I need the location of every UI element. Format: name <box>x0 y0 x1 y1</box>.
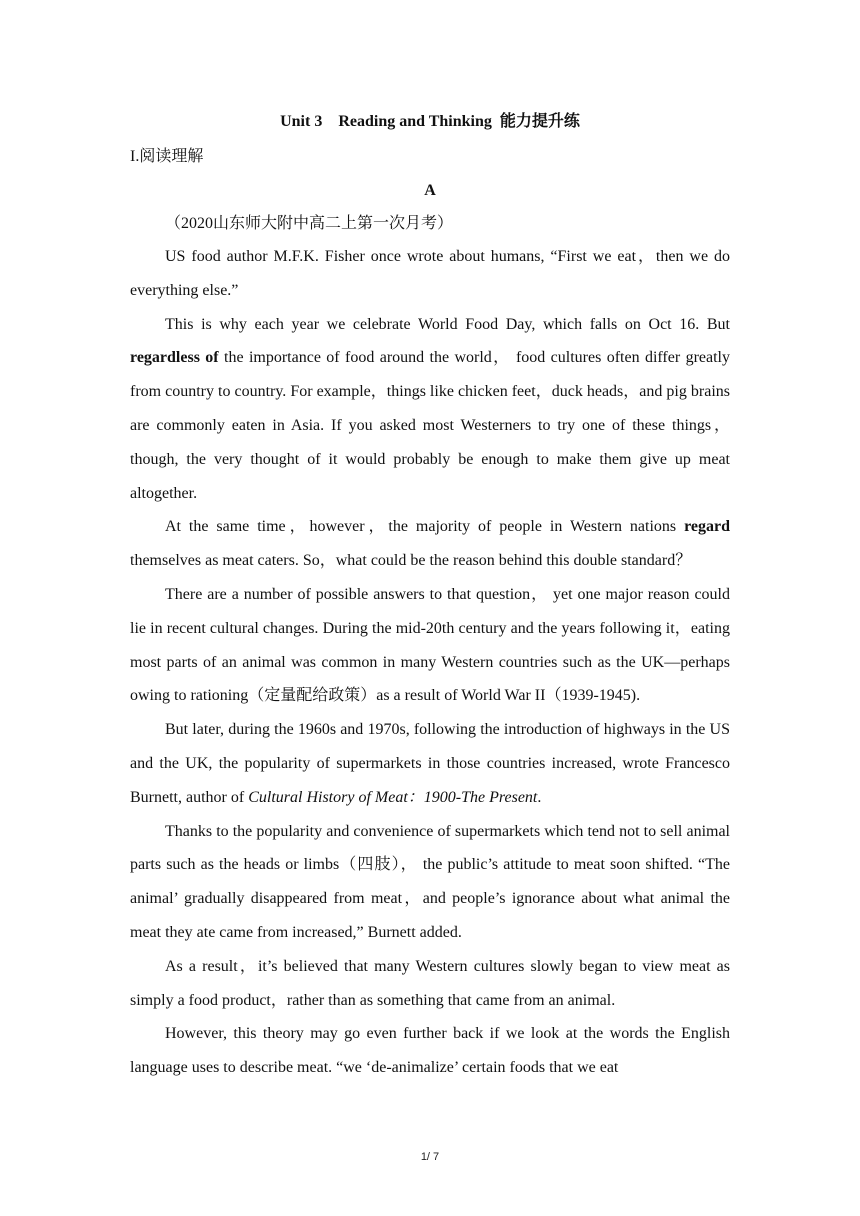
paragraph-1: US food author M.F.K. Fisher once wrote about humans, “First we eat，then we do everything else.” <box>130 248 730 299</box>
paragraph-5 <box>130 713 730 814</box>
book-title: Cultural History of Meat：1900-The Present <box>248 788 538 806</box>
paragraph-text: . <box>537 788 542 806</box>
paragraph-3 <box>130 510 730 578</box>
paragraph-4: There are a number of possible answers to that question， yet one major reason could lie in recent cultural changes. During the mid-20th century and the years following it，eating most parts of an animal was common in many Western countries such as the UK—perhaps owing to rationing（定量配给政策）as a result of World War II（1939-1945). <box>130 585 730 705</box>
passage-label: A <box>424 182 436 199</box>
paragraph-2 <box>130 308 730 511</box>
paragraph-text: the importance of food around the world， food cultures often differ greatly from country to country. For example，things like chicken feet，duck heads，and pig brains are commonly eaten in Asia. If you asked most Westerners to try one of these things， though, the very thought of it would probably be enough to make them give up meat altogether. <box>130 349 730 502</box>
page-title: Unit 3 Reading and Thinking 能力提升练 <box>280 113 580 130</box>
paragraph-text: At the same time，however，the majority of people in Western nations <box>165 518 685 536</box>
paragraph-7: As a result，it’s believed that many Western cultures slowly began to view meat as simply a food product，rather than as something that came from an animal. <box>130 957 730 1009</box>
paragraph-6: Thanks to the popularity and convenience of supermarkets which tend not to sell animal parts such as the heads or limbs（四肢）， the public’s attitude to meat soon shifted. “The animal’ gradually disappeared from meat，and people’s ignorance about what animal the meat they ate came from increased,” Burnett added. <box>130 822 730 941</box>
section-heading: I.阅读理解 <box>130 148 204 165</box>
passage-source: （2020山东师大附中高二上第一次月考） <box>165 215 454 232</box>
paragraph-8: However, this theory may go even further back if we look at the words the English language uses to describe meat. “we ‘de-animalize’ certain foods that we eat <box>130 1025 730 1077</box>
page-number: 1/ 7 <box>420 1151 440 1163</box>
paragraph-text: This is why each year we celebrate World Food Day, which falls on Oct 16. But <box>165 315 730 333</box>
bold-term: regardless of <box>130 349 219 367</box>
paragraph-text: But later, during the 1960s and 1970s, following the introduction of highways in the US and the UK, the popularity of supermarkets in those countries increased, wrote Francesco Burnett, author of <box>130 721 730 806</box>
paragraph-text: themselves as meat caters. So，what could be the reason behind this double standard？ <box>130 552 692 570</box>
passage-body <box>130 240 730 1085</box>
bold-term: regard <box>684 518 730 536</box>
